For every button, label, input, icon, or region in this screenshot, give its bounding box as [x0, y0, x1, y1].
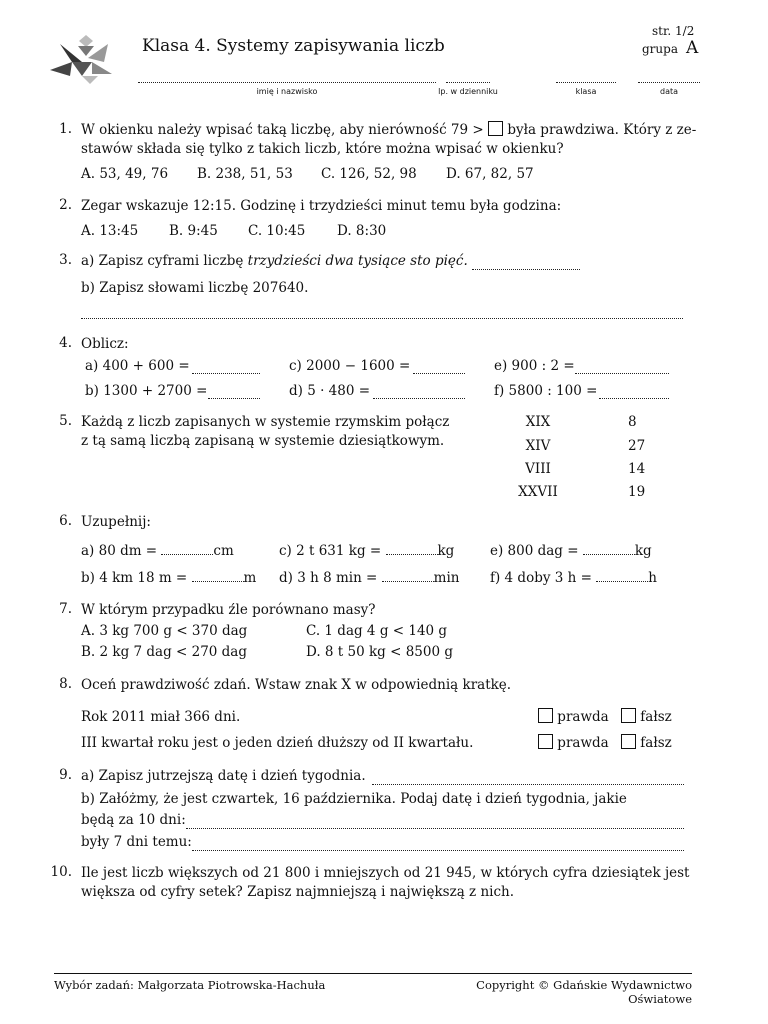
q4-item-e: e) 900 : 2 =: [494, 358, 575, 374]
q2-option-b[interactable]: B. 9:45: [169, 223, 218, 239]
q4-d-answer-line[interactable]: [373, 386, 465, 399]
q6-c-answer-line[interactable]: [386, 542, 438, 555]
q7-option-d[interactable]: D. 8 t 50 kg < 8500 g: [306, 644, 453, 660]
q1-number: 1.: [59, 121, 72, 137]
q8-statement-2: III kwartał roku jest o jeden dzień dłuższy od II kwartału.: [81, 735, 474, 751]
q6-d-unit: min: [433, 570, 460, 586]
q7-option-c[interactable]: C. 1 dag 4 g < 140 g: [306, 623, 448, 639]
q6-c-prefix: c) 2 t 631 kg =: [279, 543, 382, 559]
date-field-line[interactable]: [638, 70, 700, 83]
q3-a-answer-line[interactable]: [472, 257, 580, 270]
name-field-label: imię i nazwisko: [256, 87, 318, 96]
q4-text: Oblicz:: [81, 336, 129, 352]
group-value: A: [686, 38, 699, 58]
q10-number: 10.: [50, 864, 72, 880]
q6-text: Uzupełnij:: [81, 514, 151, 530]
q4-f-answer-line[interactable]: [599, 386, 669, 399]
q5-roman-1[interactable]: XIX: [525, 414, 551, 430]
footer-copyright: Copyright © Gdańskie Wydawnictwo Oświatowe: [476, 978, 692, 1006]
q6-item-f: [490, 569, 657, 588]
class-field-label: klasa: [575, 87, 597, 96]
q6-f-unit: h: [648, 570, 657, 586]
q5-decimal-4[interactable]: 19: [628, 484, 646, 500]
q1-option-c[interactable]: C. 126, 52, 98: [321, 166, 417, 182]
q4-item-b: b) 1300 + 2700 =: [85, 383, 208, 399]
q6-a-unit: cm: [213, 543, 234, 559]
q6-f-prefix: f) 4 doby 3 h =: [490, 570, 592, 586]
q6-c-unit: kg: [437, 543, 455, 559]
q8-row2-true-label: prawda: [557, 735, 609, 751]
q4-number: 4.: [59, 335, 72, 351]
q5-roman-3[interactable]: VIII: [525, 461, 551, 477]
q7-option-a[interactable]: A. 3 kg 700 g < 370 dag: [81, 623, 248, 639]
q7-option-b[interactable]: B. 2 kg 7 dag < 270 dag: [81, 644, 247, 660]
q1-line2: stawów składa się tylko z takich liczb, które można wpisać w okienku?: [81, 141, 564, 157]
q6-item-d: [279, 569, 460, 588]
q8-row2-true-checkbox[interactable]: [538, 734, 553, 749]
q4-item-f: f) 5800 : 100 =: [494, 383, 598, 399]
q6-e-prefix: e) 800 dag =: [490, 543, 579, 559]
q1-answer-box: [488, 121, 503, 136]
q6-number: 6.: [59, 513, 72, 529]
q1-line1-b: była prawdziwa. Który z ze-: [507, 122, 697, 138]
q6-b-prefix: b) 4 km 18 m =: [81, 570, 188, 586]
q2-text: Zegar wskazuje 12:15. Godzinę i trzydzieści minut temu była godzina:: [81, 198, 562, 214]
q2-option-a[interactable]: A. 13:45: [81, 223, 139, 239]
q6-e-answer-line[interactable]: [583, 542, 635, 555]
group-label: grupa: [642, 42, 678, 56]
q5-decimal-3[interactable]: 14: [628, 461, 646, 477]
q8-row1-false-checkbox[interactable]: [621, 708, 636, 723]
q1-line1-a: W okienku należy wpisać taką liczbę, aby nierówność 79 >: [81, 122, 484, 138]
q9-a-answer-line[interactable]: [372, 772, 684, 785]
q6-a-answer-line[interactable]: [161, 542, 213, 555]
q8-number: 8.: [59, 676, 72, 692]
q4-e-answer-line[interactable]: [575, 361, 669, 374]
q6-item-e: [490, 542, 652, 561]
footer-divider: [54, 973, 692, 974]
q5-roman-2[interactable]: XIV: [525, 438, 551, 454]
q9-a: a) Zapisz jutrzejszą datę i dzień tygodnia.: [81, 768, 366, 784]
q3-b-answer-line[interactable]: [81, 306, 683, 319]
q8-row1-true-label: prawda: [557, 709, 609, 725]
footer-author: Wybór zadań: Małgorzata Piotrowska-Hachuła: [54, 978, 326, 992]
name-field-line[interactable]: [138, 70, 436, 83]
q8-row1-false-label: fałsz: [640, 709, 672, 725]
q8-text: Oceń prawdziwość zdań. Wstaw znak X w odpowiednią kratkę.: [81, 677, 512, 693]
q6-a-prefix: a) 80 dm =: [81, 543, 158, 559]
q9-b2: były 7 dni temu:: [81, 834, 192, 850]
page-number: str. 1/2: [652, 24, 695, 38]
q1-option-d[interactable]: D. 67, 82, 57: [446, 166, 534, 182]
q9-b1: będą za 10 dni:: [81, 812, 186, 828]
q9-number: 9.: [59, 767, 72, 783]
q6-item-a: [81, 542, 234, 561]
page-title: Klasa 4. Systemy zapisywania liczb: [142, 36, 445, 56]
q3-b: b) Zapisz słowami liczbę 207640.: [81, 280, 309, 296]
q4-b-answer-line[interactable]: [208, 386, 260, 399]
q9-b2-answer-line[interactable]: [192, 838, 684, 851]
date-field-label: data: [659, 87, 679, 96]
q4-item-c: c) 2000 − 1600 =: [289, 358, 411, 374]
q9-b: b) Załóżmy, że jest czwartek, 16 października. Podaj datę i dzień tygodnia, jakie: [81, 791, 627, 807]
q7-text: W którym przypadku źle porównano masy?: [81, 602, 376, 618]
q9-b1-answer-line[interactable]: [186, 816, 684, 829]
q8-statement-1: Rok 2011 miał 366 dni.: [81, 709, 241, 725]
class-number-field-line[interactable]: [446, 70, 490, 83]
class-number-field-label: lp. w dzienniku: [438, 87, 498, 96]
q5-decimal-2[interactable]: 27: [628, 438, 646, 454]
q8-row2-false-checkbox[interactable]: [621, 734, 636, 749]
q8-row1-options: [538, 708, 672, 727]
q5-number: 5.: [59, 413, 72, 429]
q2-number: 2.: [59, 197, 72, 213]
q8-row2-false-label: fałsz: [640, 735, 672, 751]
q5-roman-4[interactable]: XXVII: [518, 484, 558, 500]
q6-d-answer-line[interactable]: [382, 569, 434, 582]
q5-line1: Każdą z liczb zapisanych w systemie rzymskim połącz: [81, 414, 450, 430]
q5-decimal-1[interactable]: 8: [628, 414, 637, 430]
q10-line2: większa od cyfry setek? Zapisz najmniejszą i największą z nich.: [81, 884, 515, 900]
q3-number: 3.: [59, 252, 72, 268]
q1-line1: [81, 121, 696, 140]
q4-c-answer-line[interactable]: [413, 361, 465, 374]
q3-a-prefix: a) Zapisz cyframi liczbę: [81, 253, 244, 269]
q7-number: 7.: [59, 601, 72, 617]
q2-option-d[interactable]: D. 8:30: [337, 223, 387, 239]
q8-row2-options: [538, 734, 672, 753]
q6-b-answer-line[interactable]: [192, 569, 244, 582]
q2-option-c[interactable]: C. 10:45: [248, 223, 306, 239]
q6-e-unit: kg: [634, 543, 652, 559]
q6-f-answer-line[interactable]: [596, 569, 648, 582]
publisher-logo: [48, 32, 114, 88]
q3-a: [81, 252, 468, 271]
q4-a-answer-line[interactable]: [192, 361, 260, 374]
class-field-line[interactable]: [556, 70, 616, 83]
q10-line1: Ile jest liczb większych od 21 800 i mniejszych od 21 945, w których cyfra dziesiątek jest: [81, 865, 690, 881]
q4-item-a: a) 400 + 600 =: [85, 358, 190, 374]
q6-b-unit: m: [243, 570, 257, 586]
q4-item-d: d) 5 · 480 =: [289, 383, 371, 399]
q6-item-c: [279, 542, 454, 561]
q1-option-a[interactable]: A. 53, 49, 76: [81, 166, 169, 182]
q1-option-b[interactable]: B. 238, 51, 53: [197, 166, 293, 182]
q5-line2: z tą samą liczbą zapisaną w systemie dziesiątkowym.: [81, 433, 445, 449]
q3-a-italic: trzydzieści dwa tysiące sto pięć.: [247, 253, 468, 269]
q6-item-b: [81, 569, 256, 588]
q8-row1-true-checkbox[interactable]: [538, 708, 553, 723]
q6-d-prefix: d) 3 h 8 min =: [279, 570, 378, 586]
